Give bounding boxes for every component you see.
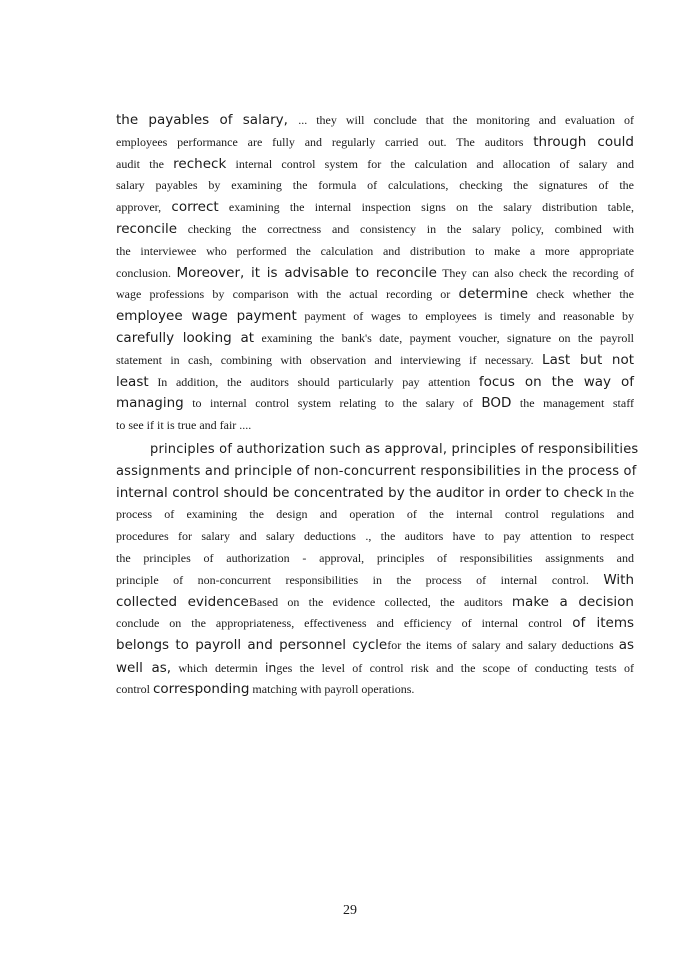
text-line: to see if it is true and fair .... [116, 418, 252, 433]
text-line: audit the recheck internal control system for the calculation and allocation of salary and [116, 155, 634, 172]
text-line: statement in cash, combining with observation and interviewing if necessary. Last but not [116, 351, 634, 368]
page-number: 29 [343, 903, 357, 918]
text-line: principle of non-concurrent responsibilities in the process of internal control. With [116, 571, 634, 588]
text-line: employee wage payment payment of wages to employees is timely and reasonable by [116, 308, 634, 325]
text-line: carefully looking at examining the bank's date, payment voucher, signature on the payroll [116, 329, 634, 346]
text-line: least In addition, the auditors should particularly pay attention focus on the way of [116, 373, 634, 390]
text-line: assignments and principle of non-concurrent responsibilities in the process of [116, 463, 637, 479]
text-line: wage professions by comparison with the actual recording or determine check whether the [116, 286, 634, 303]
paragraph-1 [116, 110, 634, 437]
text-line: principles of authorization such as approval, principles of responsibilities [150, 441, 639, 457]
text-line: collected evidenceBased on the evidence collected, the auditors make a decision [116, 593, 634, 610]
text-line: procedures for salary and salary deductions ., the auditors have to pay attention to respect [116, 529, 634, 544]
text-line: process of examining the design and operation of the internal control regulations and [116, 507, 634, 522]
text-line: well as, which determin inges the level of control risk and the scope of conducting tests of [116, 659, 634, 676]
text-line: approver, correct examining the internal inspection signs on the salary distribution table, [116, 199, 634, 216]
paragraph-2 [116, 439, 639, 701]
text-line: the interviewee who performed the calculation and distribution to make a more appropriate [116, 243, 634, 258]
text-line: salary payables by examining the formula of calculations, checking the signatures of the [116, 178, 634, 193]
text-line: employees performance are fully and regularly carried out. The auditors through could [116, 133, 634, 150]
body-text [116, 110, 639, 701]
text-line: the payables of salary, ... they will conclude that the monitoring and evaluation of [116, 112, 634, 128]
text-line: control corresponding matching with payroll operations. [116, 680, 415, 697]
text-line: belongs to payroll and personnel cyclefor the items of salary and salary deductions as [116, 637, 634, 654]
text-line: conclude on the appropriateness, effectiveness and efficiency of internal control of items [116, 615, 635, 632]
text-line: internal control should be concentrated by the auditor in order to check In the [116, 484, 634, 501]
text-line: managing to internal control system relating to the salary of BOD the management staff [116, 395, 634, 412]
text-line: the principles of authorization - approval, principles of responsibilities assignments and [116, 550, 634, 565]
text-line: reconcile checking the correctness and consistency in the salary policy, combined with [116, 220, 634, 237]
text-line: conclusion. Moreover, it is advisable to reconcile They can also check the recording of [116, 264, 634, 281]
